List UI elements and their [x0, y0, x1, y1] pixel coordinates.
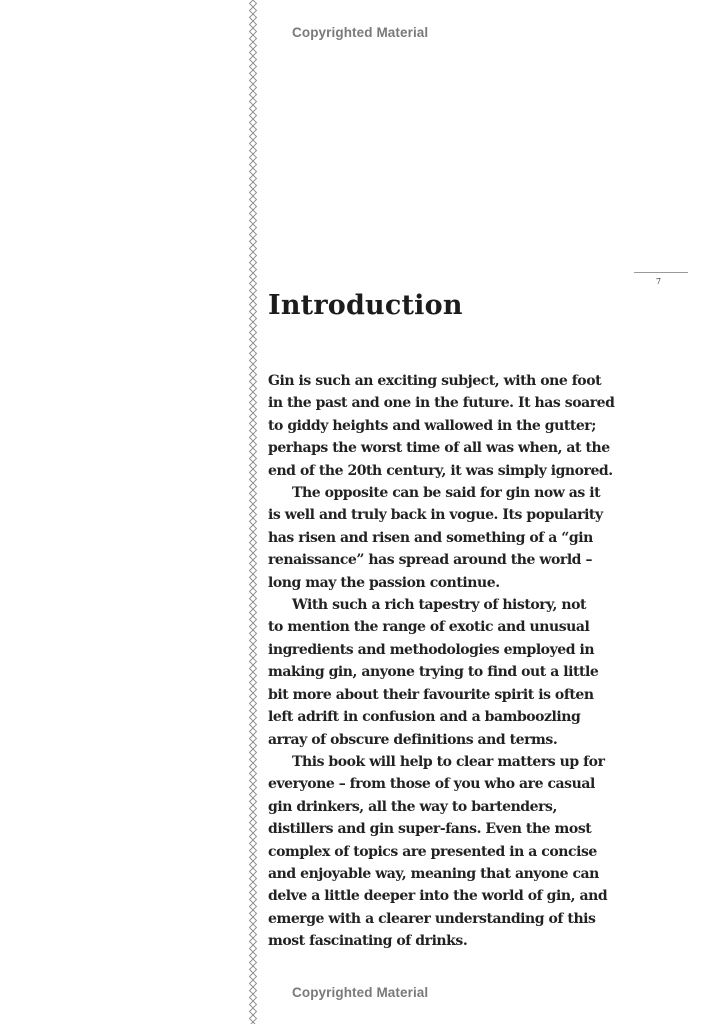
text-line: complex of topics are presented in a concise — [268, 843, 597, 860]
chain-link — [250, 707, 257, 714]
chain-link — [250, 476, 257, 483]
chain-link — [250, 203, 257, 210]
text-line: end of the 20th century, it was simply ignored. — [268, 462, 613, 479]
chain-link — [250, 35, 257, 42]
chain-link — [250, 882, 257, 889]
text-line: is well and truly back in vogue. Its popularity — [268, 507, 603, 524]
chain-link — [250, 315, 257, 322]
chain-link — [250, 518, 257, 525]
chain-link — [250, 210, 257, 217]
chain-link — [250, 21, 257, 28]
chain-link — [250, 693, 257, 700]
copyright-watermark-bottom: Copyrighted Material — [292, 985, 429, 1000]
chain-link — [250, 189, 257, 196]
chain-link — [250, 140, 257, 147]
chain-link — [250, 329, 257, 336]
chain-link — [250, 1008, 257, 1015]
chain-link — [250, 602, 257, 609]
chain-link — [250, 420, 257, 427]
text-line: array of obscure definitions and terms. — [268, 731, 558, 748]
chain-link — [250, 525, 257, 532]
chain-link — [250, 1015, 257, 1022]
chain-link — [250, 532, 257, 539]
chain-link — [250, 77, 257, 84]
chain-link — [250, 84, 257, 91]
chain-link — [250, 735, 257, 742]
chain-link — [250, 91, 257, 98]
chain-link — [250, 749, 257, 756]
chain-link — [250, 854, 257, 861]
chain-link — [250, 861, 257, 868]
chain-link — [250, 308, 257, 315]
copyright-watermark-top: Copyrighted Material — [292, 25, 429, 40]
text-line: to giddy heights and wallowed in the gutter; — [268, 417, 596, 434]
chain-link — [250, 756, 257, 763]
text-line: most fascinating of drinks. — [268, 933, 468, 950]
chain-link — [250, 238, 257, 245]
chain-link — [250, 322, 257, 329]
chain-link — [250, 770, 257, 777]
chain-link — [250, 294, 257, 301]
chain-link — [250, 427, 257, 434]
chain-link — [250, 777, 257, 784]
text-line: ingredients and methodologies employed in — [268, 641, 595, 658]
chain-link — [250, 112, 257, 119]
chain-link — [250, 301, 257, 308]
chain-link — [250, 924, 257, 931]
chain-link — [250, 798, 257, 805]
text-line: delve a little deeper into the world of gin, and — [268, 888, 608, 905]
chain-link — [250, 840, 257, 847]
chain-link — [250, 154, 257, 161]
chain-link — [250, 343, 257, 350]
chain-link — [250, 644, 257, 651]
chain-link — [250, 630, 257, 637]
decorative-chain-border — [247, 0, 259, 1024]
chain-link — [250, 105, 257, 112]
chain-link — [250, 364, 257, 371]
chain-link — [250, 595, 257, 602]
chain-link — [250, 959, 257, 966]
chain-link — [250, 994, 257, 1001]
chain-link — [250, 987, 257, 994]
chain-link — [250, 441, 257, 448]
chain-link — [250, 679, 257, 686]
text-line: With such a rich tapestry of history, not — [292, 597, 587, 614]
chain-link — [250, 378, 257, 385]
chain-link — [250, 224, 257, 231]
chain-link — [250, 56, 257, 63]
chain-link — [250, 490, 257, 497]
chain-link — [250, 658, 257, 665]
chain-link — [250, 217, 257, 224]
chain-link — [250, 973, 257, 980]
chain-link — [250, 1001, 257, 1008]
chain-link — [250, 280, 257, 287]
chain-link — [250, 504, 257, 511]
chain-link — [250, 889, 257, 896]
chain-link — [250, 952, 257, 959]
text-line: emerge with a clearer understanding of this — [268, 910, 596, 927]
chain-link — [250, 805, 257, 812]
chain-link — [250, 588, 257, 595]
chain-link — [250, 686, 257, 693]
chain-link — [250, 574, 257, 581]
chain-link — [250, 28, 257, 35]
chain-link — [250, 938, 257, 945]
text-line: and enjoyable way, meaning that anyone can — [268, 865, 599, 882]
text-line: left adrift in confusion and a bamboozling — [268, 709, 581, 726]
chain-link — [250, 763, 257, 770]
chain-link — [250, 581, 257, 588]
chain-link — [250, 434, 257, 441]
chain-link — [250, 511, 257, 518]
chain-link — [250, 791, 257, 798]
chain-link — [250, 14, 257, 21]
chain-link — [250, 350, 257, 357]
chain-link — [250, 455, 257, 462]
chain-link — [250, 133, 257, 140]
chain-link — [250, 728, 257, 735]
chain-link — [250, 252, 257, 259]
chain-link — [250, 462, 257, 469]
text-line: has risen and risen and something of a “gin — [268, 529, 593, 546]
chapter-title: Introduction — [268, 290, 463, 321]
chain-link — [250, 385, 257, 392]
chain-link — [250, 49, 257, 56]
chain-link — [250, 868, 257, 875]
chain-link — [250, 966, 257, 973]
text-line: everyone – from those of you who are casual — [268, 776, 595, 793]
chain-link — [250, 147, 257, 154]
chain-link — [250, 539, 257, 546]
chain-link — [250, 546, 257, 553]
chain-link — [250, 665, 257, 672]
chain-link — [250, 399, 257, 406]
chain-link — [250, 483, 257, 490]
chain-link — [250, 875, 257, 882]
chain-link — [250, 63, 257, 70]
chain-link — [250, 833, 257, 840]
chain-link — [250, 623, 257, 630]
chain-link — [250, 336, 257, 343]
chain-link — [250, 357, 257, 364]
chain-link — [250, 448, 257, 455]
chain-link — [250, 826, 257, 833]
chain-link — [250, 175, 257, 182]
text-line: to mention the range of exotic and unusual — [268, 619, 590, 636]
chain-link — [250, 819, 257, 826]
chain-link — [250, 231, 257, 238]
chain-link — [250, 371, 257, 378]
chain-link — [250, 847, 257, 854]
text-line: renaissance” has spread around the world – — [268, 552, 592, 569]
chain-link — [250, 714, 257, 721]
chain-link — [250, 406, 257, 413]
text-line: making gin, anyone trying to find out a little — [268, 664, 599, 681]
text-line: gin drinkers, all the way to bartenders, — [268, 798, 557, 815]
body-text — [268, 370, 628, 953]
chain-link — [250, 7, 257, 14]
chain-link — [250, 469, 257, 476]
chain-link — [250, 0, 257, 7]
chain-link — [250, 609, 257, 616]
chain-link — [250, 980, 257, 987]
text-line: perhaps the worst time of all was when, at the — [268, 440, 610, 457]
chain-link — [250, 413, 257, 420]
chain-link — [250, 637, 257, 644]
chain-link — [250, 567, 257, 574]
chain-link — [250, 812, 257, 819]
text-line: distillers and gin super-fans. Even the most — [268, 821, 592, 838]
chain-link — [250, 616, 257, 623]
chain-link — [250, 119, 257, 126]
chain-link — [250, 721, 257, 728]
chain-link — [250, 672, 257, 679]
chain-link — [250, 161, 257, 168]
chain-link — [250, 910, 257, 917]
chain-link — [250, 700, 257, 707]
chain-link — [250, 98, 257, 105]
chain-link — [250, 896, 257, 903]
text-line: The opposite can be said for gin now as it — [292, 485, 601, 502]
text-line: in the past and one in the future. It has soared — [268, 395, 615, 412]
chain-link — [250, 70, 257, 77]
text-line: Gin is such an exciting subject, with one foot — [268, 373, 602, 389]
chain-link — [250, 917, 257, 924]
chain-link — [250, 266, 257, 273]
chain-link — [250, 931, 257, 938]
chain-link — [250, 273, 257, 280]
chain-link — [250, 560, 257, 567]
chain-link — [250, 392, 257, 399]
text-line: This book will help to clear matters up for — [292, 753, 605, 770]
page-number: 7 — [656, 277, 662, 286]
chain-link — [250, 168, 257, 175]
text-line: bit more about their favourite spirit is often — [268, 686, 594, 703]
chain-link — [250, 497, 257, 504]
chain-link — [250, 742, 257, 749]
text-line: long may the passion continue. — [268, 574, 500, 591]
folio-rule — [634, 272, 688, 273]
chain-link — [250, 126, 257, 133]
chain-link — [250, 287, 257, 294]
chain-link — [250, 42, 257, 49]
chain-link — [250, 196, 257, 203]
chain-link — [250, 945, 257, 952]
chain-link — [250, 903, 257, 910]
chain-link — [250, 182, 257, 189]
chain-link — [250, 784, 257, 791]
chain-link — [250, 259, 257, 266]
chain-link — [250, 651, 257, 658]
chain-link — [250, 553, 257, 560]
chain-link — [250, 245, 257, 252]
